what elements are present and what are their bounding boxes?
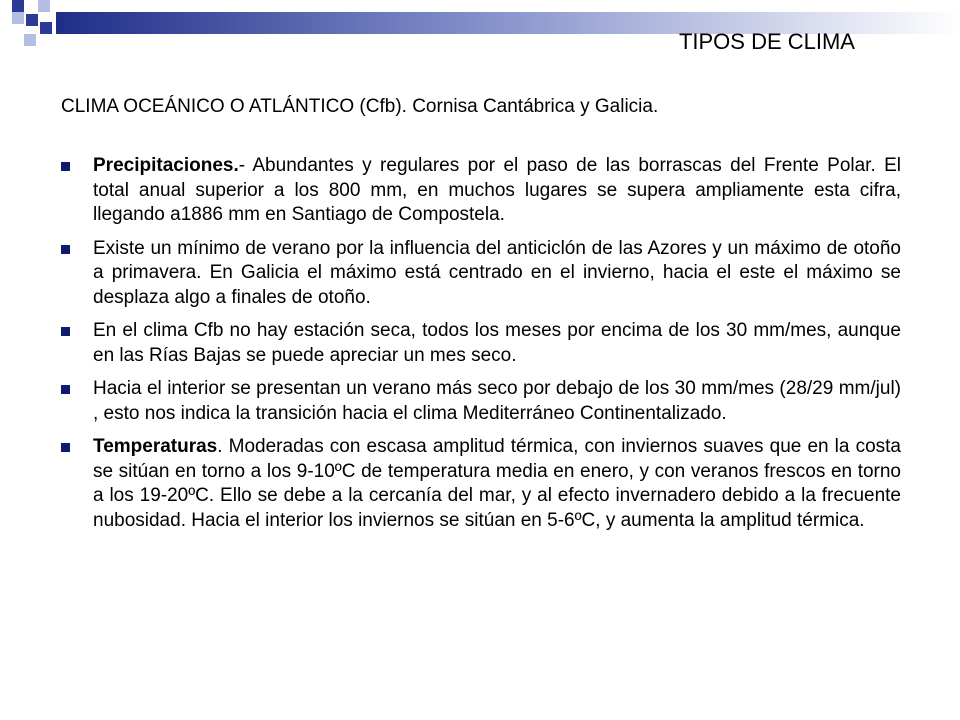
bullet-text: Existe un mínimo de verano por la influencia del anticiclón de las Azores y un máximo de otoño a primavera. En Galicia el máximo está centrado en el invierno, hacia el este el máximo se desplaza algo a finales de otoño. [93,237,901,308]
bullet-item-minimo-verano [61,237,901,311]
square-bullet-icon [61,385,70,394]
deco-square-dark-2 [26,14,38,26]
slide-subtitle: CLIMA OCEÁNICO O ATLÁNTICO (Cfb). Cornisa Cantábrica y Galicia. [61,96,659,117]
slide-title: TIPOS DE CLIMA [678,29,855,54]
bullet-text: - Abundantes y regulares por el paso de las borrascas del Frente Polar. El total anual superior a los 800 mm, en muchos lugares se supera ampliamente esta cifra, llegando a1886 mm en Santiago de Compostela. [93,155,901,225]
bullet-list [61,154,901,542]
bullet-lead: Precipitaciones. [93,155,239,176]
deco-square-dark-3 [40,22,52,34]
bullet-item-estacion-seca [61,319,901,368]
bullet-text: . Moderadas con escasa amplitud térmica, con inviernos suaves que en la costa se sitúan en torno a los 9-10ºC de temperatura media en enero, y con veranos frescos en torno a los 19-20ºC. Ello se debe a la cercanía del mar, y al efecto invernadero debido a la frecuente nubosidad. Hacia el interior los inviernos se sitúan en 5-6ºC, y aumenta la amplitud térmica. [93,436,901,531]
bullet-text: Hacia el interior se presentan un verano más seco por debajo de los 30 mm/mes (28/29 mm/jul) , esto nos indica la transición hacia el clima Mediterráneo Continentalizado. [93,378,901,424]
deco-square-light-2 [12,12,24,24]
bullet-lead: Temperaturas [93,436,218,457]
square-bullet-icon [61,327,70,336]
deco-square-light-1 [38,0,50,12]
deco-square-light-3 [24,34,36,46]
bullet-item-temperaturas [61,435,901,533]
deco-square-dark-1 [12,0,24,12]
square-bullet-icon [61,245,70,254]
bullet-item-interior [61,377,901,426]
square-bullet-icon [61,162,70,171]
bullet-item-precipitaciones [61,154,901,228]
square-bullet-icon [61,443,70,452]
bullet-text: En el clima Cfb no hay estación seca, todos los meses por encima de los 30 mm/mes, aunque en las Rías Bajas se puede apreciar un mes seco. [93,320,901,366]
